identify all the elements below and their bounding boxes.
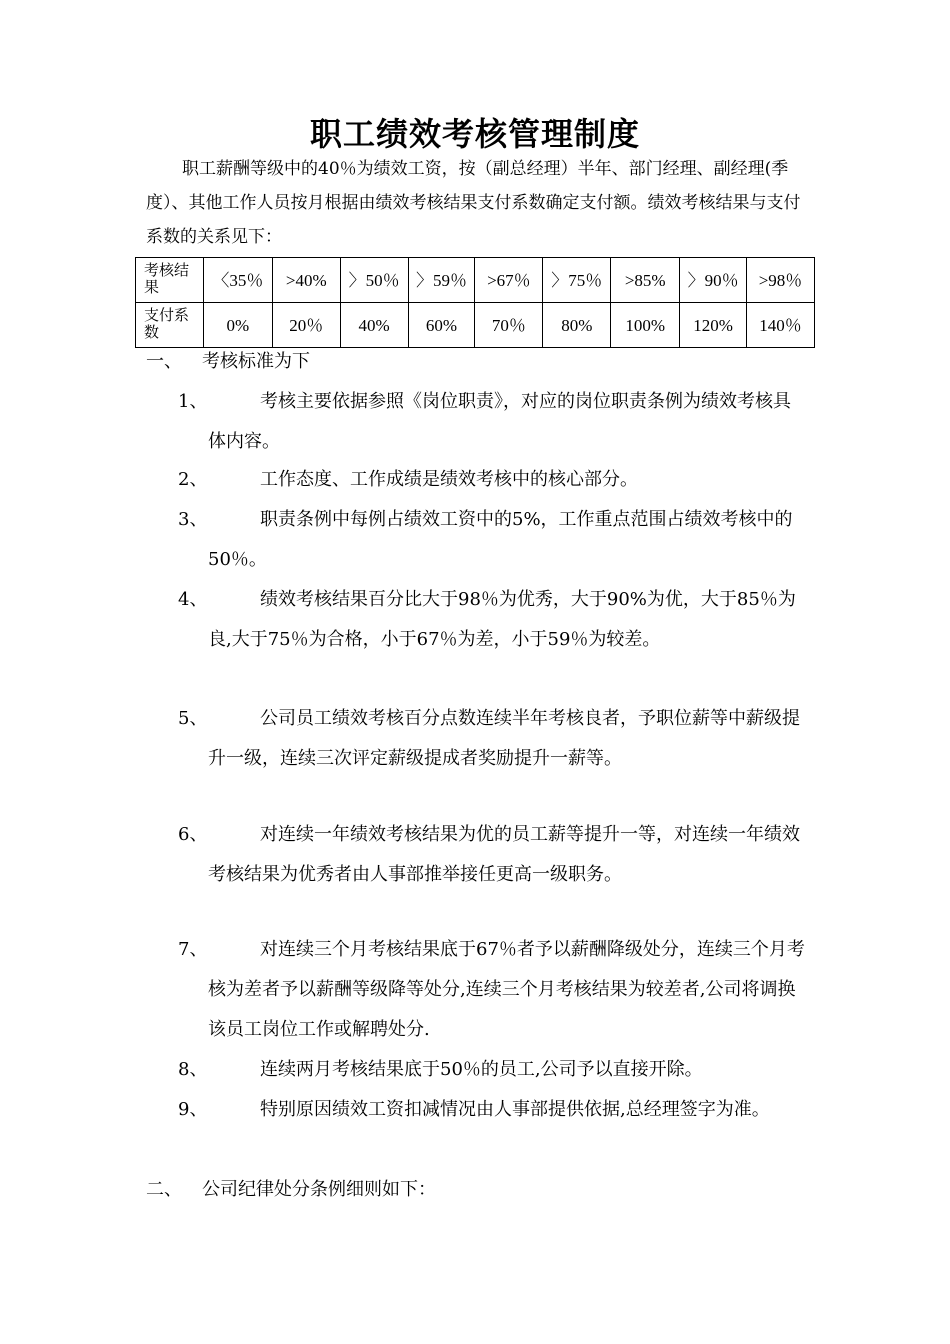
section-heading-2 (146, 1178, 436, 1202)
item-text: 特别原因绩效工资扣减情况由人事部提供依据,总经理签字为准。 (260, 1099, 770, 1120)
table-cell: 100% (611, 303, 680, 348)
table-cell: 〉59％ (408, 258, 475, 303)
table-cell: 〉75％ (543, 258, 611, 303)
section-number: 一、 (146, 351, 182, 372)
document-title: 职工绩效考核管理制度 (309, 115, 640, 153)
item-number: 7、 (178, 939, 208, 960)
table-cell: >67％ (475, 258, 543, 303)
table-cell: 考核结果 (136, 258, 204, 303)
item-number: 3、 (178, 509, 208, 530)
table-cell: 〈35％ (203, 258, 272, 303)
list-item (178, 930, 808, 1050)
item-text: 工作态度、工作成绩是绩效考核中的核心部分。 (260, 469, 638, 490)
item-text: 绩效考核结果百分比大于98％为优秀，大于90%为优，大于85％为良,大于75％为合格，小于67％为差，小于59％为较差。 (208, 589, 796, 650)
table-cell: >85% (611, 258, 680, 303)
item-number: 9、 (178, 1099, 208, 1120)
item-number: 8、 (178, 1059, 208, 1080)
list-item (178, 1050, 808, 1090)
table-cell: 支付系数 (136, 303, 204, 348)
item-number: 6、 (178, 824, 208, 845)
section-number: 二、 (146, 1179, 182, 1200)
table-cell: 80% (543, 303, 611, 348)
item-number: 5、 (178, 708, 208, 729)
table-cell: 140％ (747, 303, 815, 348)
table-cell: 40% (340, 303, 408, 348)
intro-paragraph (146, 152, 806, 254)
section-heading-1 (146, 350, 310, 374)
table-cell: 70％ (475, 303, 543, 348)
table-row-coefficient (136, 303, 815, 348)
table-cell: 〉50％ (340, 258, 408, 303)
list-item (178, 382, 808, 462)
item-text: 对连续一年绩效考核结果为优的员工薪等提升一等，对连续一年绩效考核结果为优秀者由人事部推举接任更高一级职务。 (208, 824, 800, 885)
item-text: 职责条例中每例占绩效工资中的5%，工作重点范围占绩效考核中的50％。 (208, 509, 793, 570)
item-number: 4、 (178, 589, 208, 610)
payment-coefficient-table (135, 257, 815, 348)
intro-text: 职工薪酬等级中的40％为绩效工资，按（副总经理）半年、部门经理、副经理(季度）、其他工作人员按月根据由绩效考核结果支付系数确定支付额。绩效考核结果与支付系数的关系见下： (146, 159, 801, 247)
item-text: 对连续三个月考核结果底于67％者予以薪酬降级处分，连续三个月考核为差者予以薪酬等级降等处分,连续三个月考核结果为较差者,公司将调换该员工岗位工作或解聘处分. (208, 939, 805, 1040)
list-item (178, 815, 808, 895)
list-item (178, 699, 808, 779)
list-item (178, 580, 808, 660)
table-cell: 120% (680, 303, 747, 348)
table-cell: 〉90％ (680, 258, 747, 303)
section-title: 考核标准为下 (202, 351, 310, 372)
item-text: 公司员工绩效考核百分点数连续半年考核良者，予职位薪等中薪级提升一级，连续三次评定薪级提成者奖励提升一薪等。 (208, 708, 800, 769)
item-number: 2、 (178, 469, 208, 490)
item-text: 考核主要依据参照《岗位职责》，对应的岗位职责条例为绩效考核具体内容。 (208, 391, 791, 452)
table-cell: 0% (203, 303, 272, 348)
table-cell: >98％ (747, 258, 815, 303)
table-cell: 60% (408, 303, 475, 348)
list-item (178, 500, 808, 580)
table-cell: 20％ (272, 303, 340, 348)
item-number: 1、 (178, 391, 208, 412)
table-row-result (136, 258, 815, 303)
item-text: 连续两月考核结果底于50％的员工,公司予以直接开除。 (260, 1059, 703, 1080)
section-title: 公司纪律处分条例细则如下： (202, 1179, 436, 1200)
table-cell: >40% (272, 258, 340, 303)
list-item (178, 1090, 808, 1130)
list-item (178, 460, 808, 500)
